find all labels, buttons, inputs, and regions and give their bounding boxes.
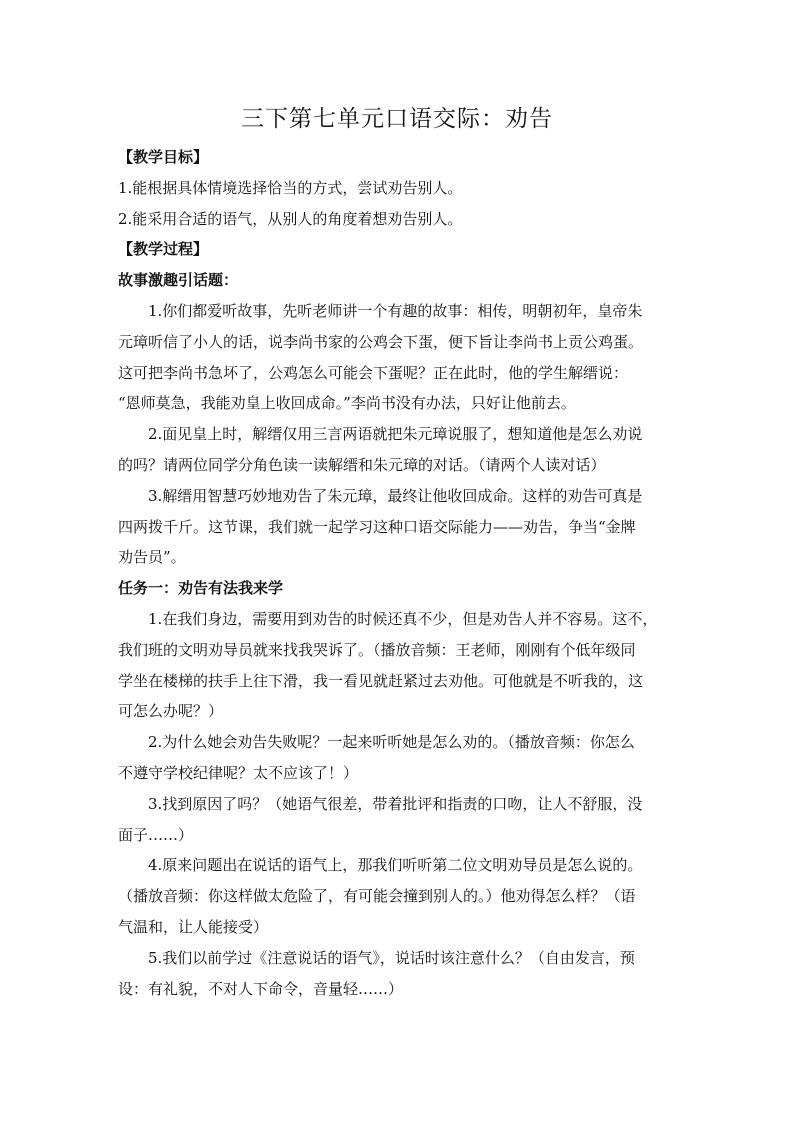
paragraph-line: 2.为什么她会劝告失败呢？一起来听听她是怎么劝的。（播放音频：你怎么	[148, 733, 635, 752]
document-title: 三下第七单元口语交际：劝告	[241, 106, 553, 132]
paragraph-line: 元璋听信了小人的话，说李尚书家的公鸡会下蛋，便下旨让李尚书上贡公鸡蛋。	[118, 332, 644, 351]
paragraph-line: 气温和，让人能接受）	[118, 917, 269, 936]
paragraph-line: 3.找到原因了吗？（她语气很差，带着批评和指责的口吻，让人不舒服，没	[148, 794, 643, 813]
paragraph-line: 4.原来问题出在说话的语气上，那我们听听第二位文明劝导员是怎么说的。	[148, 856, 643, 875]
paragraph-line: 2.能采用合适的语气，从别人的角度着想劝告别人。	[118, 209, 463, 228]
section-heading: 【教学目标】	[118, 148, 209, 166]
section-heading: 任务一：劝告有法我来学	[118, 579, 284, 598]
paragraph-line: 1.能根据具体情境选择恰当的方式，尝试劝告别人。	[118, 178, 463, 197]
paragraph-line: 这可把李尚书急坏了，公鸡怎么可能会下蛋呢？正在此时，他的学生解缙说：	[118, 363, 629, 382]
paragraph-line: “恩师莫急，我能劝皇上收回成命。”李尚书没有办法，只好让他前去。	[118, 394, 576, 413]
paragraph-line: 1.你们都爱听故事，先听老师讲一个有趣的故事：相传，明朝初年，皇帝朱	[148, 301, 643, 320]
paragraph-line: 我们班的文明劝导员就来找我哭诉了。（播放音频：王老师，刚刚有个低年级同	[118, 640, 636, 659]
paragraph-line: 四两拨千斤。这节课，我们就一起学习这种口语交际能力——劝告，争当“金牌	[118, 517, 636, 536]
paragraph-line: 5.我们以前学过《注意说话的语气》，说话时该注意什么？（自由发言，预	[148, 948, 635, 967]
paragraph-line: 劝告员”。	[118, 548, 186, 567]
paragraph-line: 学坐在楼梯的扶手上往下滑，我一看见就赶紧过去劝他。可他就是不听我的，这	[118, 671, 644, 690]
section-heading: 故事激趣引话题：	[118, 271, 239, 290]
section-heading: 【教学过程】	[118, 240, 209, 259]
paragraph-line: （播放音频：你这样做太危险了，有可能会撞到别人的。）他劝得怎么样？（语	[118, 887, 636, 906]
paragraph-line: 2.面见皇上时，解缙仅用三言两语就把朱元璋说服了，想知道他是怎么劝说	[148, 425, 643, 444]
paragraph-line: 可怎么办呢？）	[118, 702, 224, 721]
paragraph-line: 设：有礼貌，不对人下命令，音量轻……）	[118, 979, 404, 998]
document-body	[118, 142, 684, 1004]
paragraph-line: 3.解缙用智慧巧妙地劝告了朱元璋，最终让他收回成命。这样的劝告可真是	[148, 486, 643, 505]
paragraph-line: 1.在我们身边，需要用到劝告的时候还真不少，但是劝告人并不容易。这不，	[148, 609, 658, 628]
paragraph-line: 的吗？请两位同学分角色读一读解缙和朱元璋的对话。（请两个人读对话）	[118, 455, 606, 474]
paragraph-line: 面子……）	[118, 825, 194, 844]
paragraph-line: 不遵守学校纪律呢？太不应该了！）	[118, 763, 359, 782]
